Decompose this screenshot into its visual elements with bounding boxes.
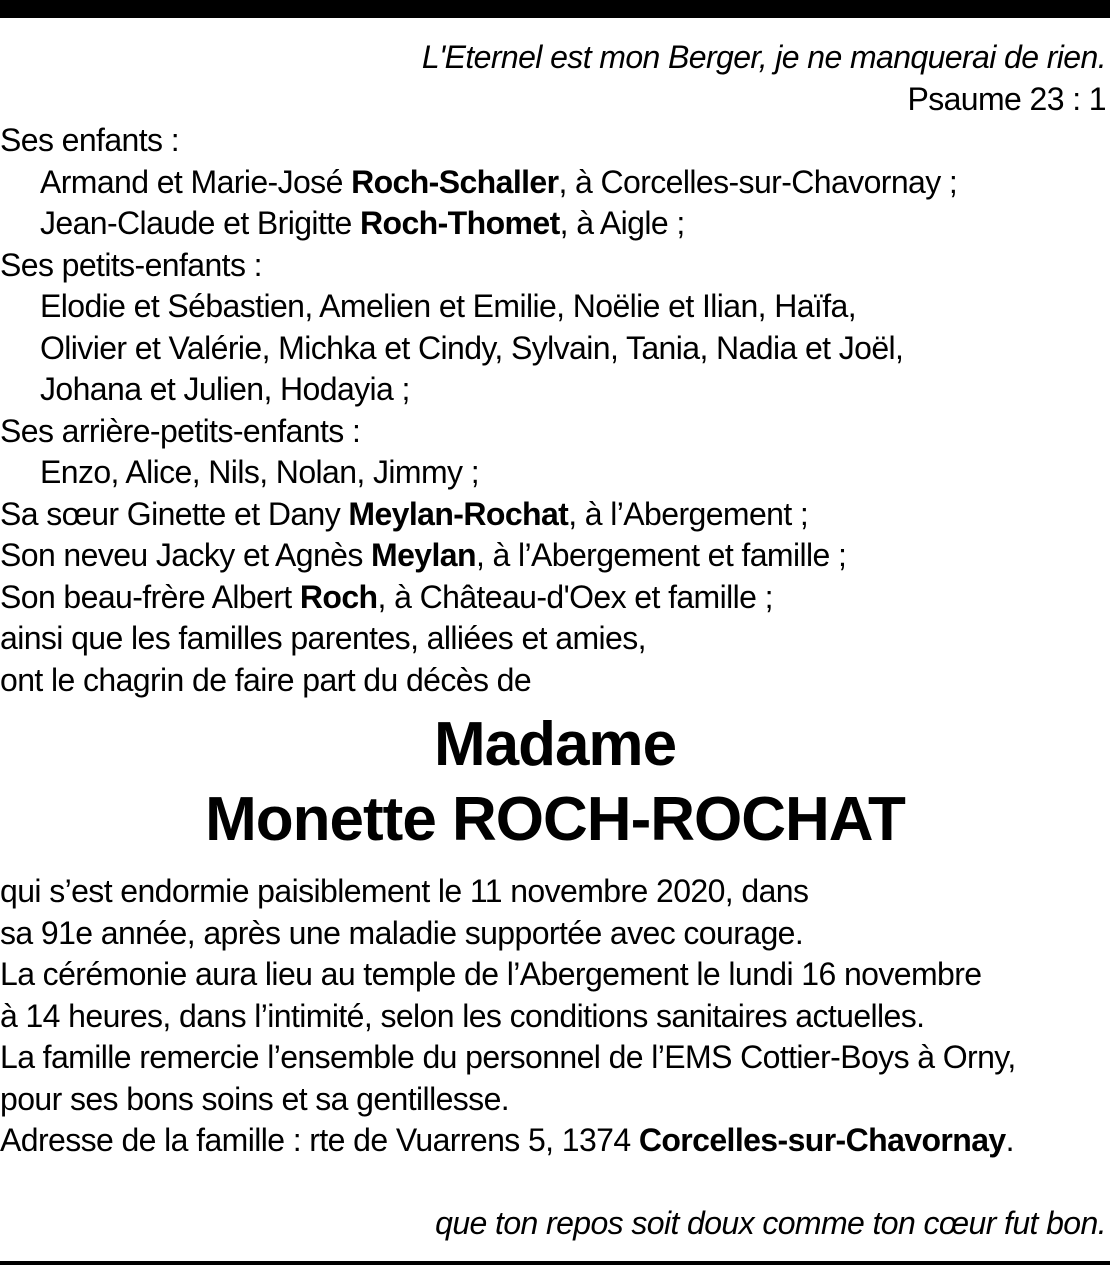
grandchildren-label: Ses petits-enfants : (0, 246, 262, 283)
great-grandchildren-label: Ses arrière-petits-enfants : (0, 412, 361, 449)
entry-text: Jean-Claude et Brigitte (40, 205, 361, 241)
entry-surname: Meylan-Rochat (348, 495, 569, 532)
grandchildren-line: Johana et Julien, Hodayia ; (40, 371, 410, 407)
entry-text: Son neveu Jacky et Agnès (0, 537, 372, 573)
top-border (0, 0, 1110, 18)
entry-text: , à Corcelles-sur-Chavornay ; (558, 163, 958, 200)
deceased-name-block (0, 707, 1110, 857)
address-text: . (1005, 1122, 1014, 1158)
address-text: Adresse de la famille : rte de Vuarrens 5, 1374 (0, 1122, 639, 1158)
entry-text: , à l’Abergement et famille ; (475, 537, 847, 573)
relative-entry (0, 494, 1110, 536)
closing-quote: que ton repos soit doux comme ton cœur fut bon. (435, 1205, 1106, 1241)
closing-line: ont le chagrin de faire part du décès de (0, 661, 532, 698)
body-line: qui s’est endormie paisiblement le 11 novembre 2020, dans (0, 873, 809, 909)
entry-text: , à l’Abergement ; (568, 495, 809, 532)
body-line: sa 91e année, après une maladie supportée avec courage. (0, 914, 804, 951)
entry-surname: Roch-Schaller (351, 163, 559, 200)
grandchildren-line: Olivier et Valérie, Michka et Cindy, Sylvain, Tania, Nadia et Joël, (40, 329, 904, 366)
relative-entry (0, 577, 1110, 619)
family-address (0, 1120, 1110, 1162)
body-line: à 14 heures, dans l’intimité, selon les conditions sanitaires actuelles. (0, 997, 925, 1034)
body-line: La famille remercie l’ensemble du personnel de l’EMS Cottier-Boys à Orny, (0, 1039, 1016, 1075)
entry-text: Armand et Marie-José (40, 163, 352, 200)
entry-text: Sa sœur Ginette et Dany (0, 495, 349, 532)
great-grandchildren-line: Enzo, Alice, Nils, Nolan, Jimmy ; (40, 454, 479, 490)
deceased-title: Madame (433, 710, 677, 779)
entry-surname: Roch (299, 578, 378, 615)
child-entry (0, 162, 1110, 204)
entry-surname: Roch-Thomet (360, 205, 560, 241)
bottom-border (0, 1261, 1110, 1265)
deceased-name: Monette ROCH-ROCHAT (205, 785, 905, 854)
body-line: La cérémonie aura lieu au temple de l’Abergement le lundi 16 novembre (0, 956, 982, 992)
entry-surname: Meylan (371, 537, 476, 573)
entry-text: Son beau-frère Albert (0, 578, 300, 615)
obituary-notice (0, 37, 1110, 1245)
entry-text: , à Aigle ; (559, 205, 685, 241)
children-label: Ses enfants : (0, 122, 179, 158)
address-locality: Corcelles-sur-Chavornay (638, 1122, 1006, 1158)
body-line: pour ses bons soins et sa gentillesse. (0, 1080, 510, 1117)
entry-text: , à Château-d'Oex et famille ; (377, 578, 773, 615)
child-entry (0, 203, 1110, 245)
closing-line: ainsi que les familles parentes, alliées et amies, (0, 620, 646, 656)
relative-entry (0, 535, 1110, 577)
grandchildren-line: Elodie et Sébastien, Amelien et Emilie, Noëlie et Ilian, Haïfa, (40, 288, 856, 324)
verse-text: L'Eternel est mon Berger, je ne manquerai de rien. (421, 39, 1106, 75)
verse-reference: Psaume 23 : 1 (907, 80, 1106, 117)
